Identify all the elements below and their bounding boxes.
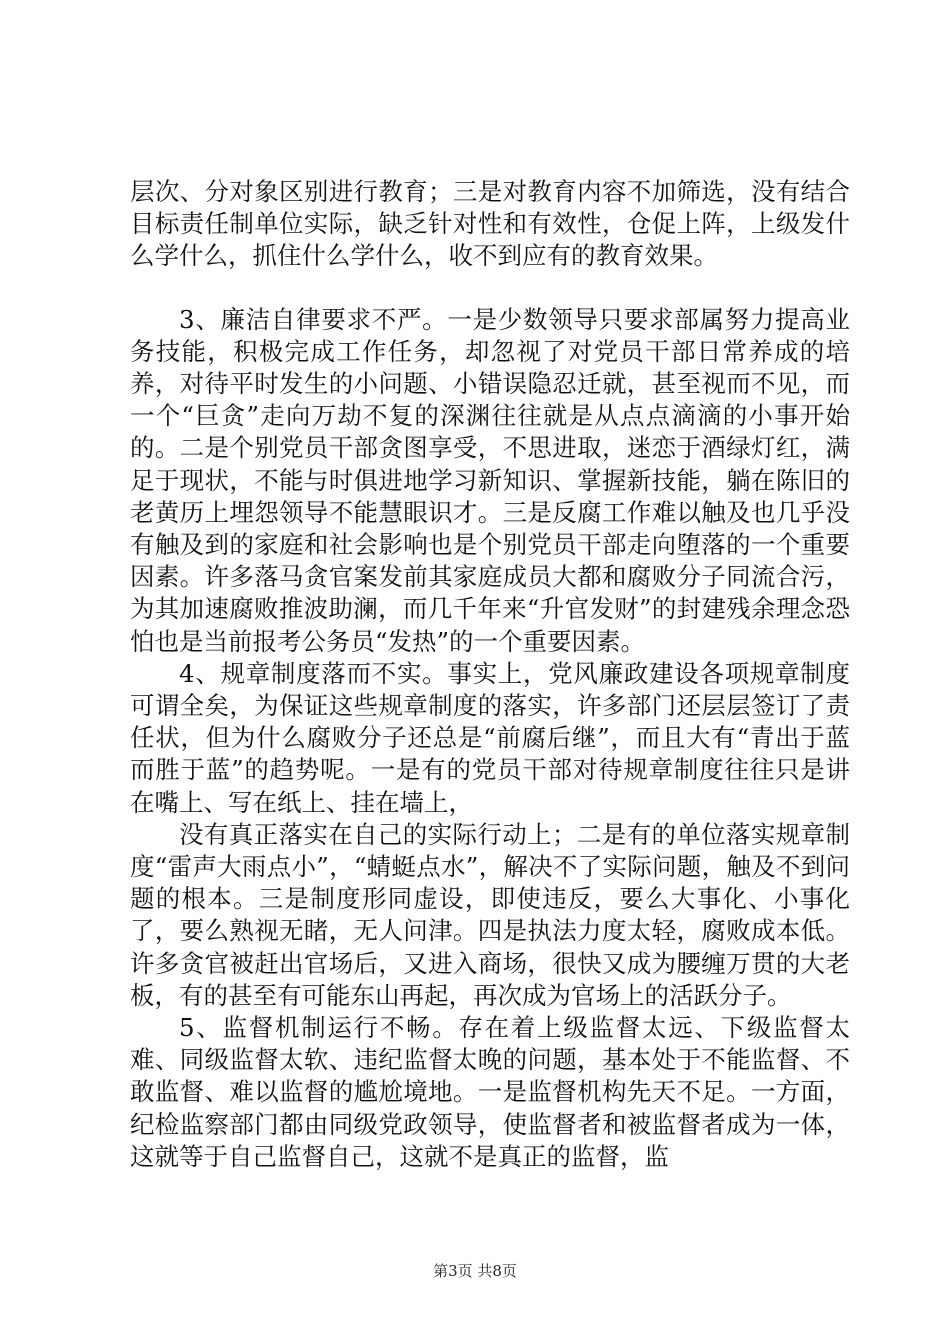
paragraph-section-4: 4、规章制度落而不实。事实上，党风廉政建设各项规章制度可谓全矣，为保证这些规章制度的落实，许多部门还层层签订了责任状，但为什么腐败分子还总是“前腐后继”，而且大有“青出于蓝而胜于蓝”的趋势呢。一是有的党员干部对待规章制度往往只是讲在嘴上、写在纸上、挂在墙上， bbox=[130, 658, 850, 817]
paragraph-section-4-continued: 没有真正落实在自己的实际行动上；二是有的单位落实规章制度“雷声大雨点小”，“蜻蜓点水”，解决不了实际问题，触及不到问题的根本。三是制度形同虚设，即使违反，要么大事化、小事化了，要么熟视无睹，无人问津。四是执法力度太轻，腐败成本低。许多贪官被赶出官场后，又进入商场，很快又成为腰缠万贯的大老板，有的甚至有可能东山再起，再次成为官场上的活跃分子。 bbox=[130, 819, 850, 1010]
paragraph-continuation: 层次、分对象区别进行教育；三是对教育内容不加筛选，没有结合目标责任制单位实际，缺乏针对性和有效性，仓促上阵，上级发什么学什么，抓住什么学什么，收不到应有的教育效果。 bbox=[130, 177, 850, 271]
page-number-footer: 第3页 共8页 bbox=[433, 1262, 517, 1280]
paragraph-section-3: 3、廉洁自律要求不严。一是少数领导只要求部属努力提高业务技能，积极完成工作任务，却忽视了对党员干部日常养成的培养，对待平时发生的小问题、小错误隐忍迁就，甚至视而不见，而一个“巨贪”走向万劫不复的深渊往往就是从点点滴滴的小事开始的。二是个别党员干部贪图享受，不思进取，迷恋于酒绿灯红，满足于现状，不能与时俱进地学习新知识、掌握新技能，躺在陈旧的老黄历上埋怨领导不能慧眼识才。三是反腐工作难以触及也几乎没有触及到的家庭和社会影响也是个别党员干部走向堕落的一个重要因素。许多落马贪官案发前其家庭成员大都和腐败分子同流合污，为其加速腐败推波助澜，而几千年来“升官发财”的封建残余理念恐怕也是当前报考公务员“发热”的一个重要因素。 bbox=[130, 304, 850, 656]
paragraph-section-5: 5、监督机制运行不畅。存在着上级监督太远、下级监督太难、同级监督太软、违纪监督太晚的问题，基本处于不能监督、不敢监督、难以监督的尴尬境地。一是监督机构先天不足。一方面，纪检监察部门都由同级党政领导，使监督者和被监督者成为一体，这就等于自己监督自己，这就不是真正的监督，监 bbox=[130, 1013, 850, 1171]
body-text bbox=[130, 176, 850, 1173]
paragraph-gap bbox=[130, 273, 850, 304]
